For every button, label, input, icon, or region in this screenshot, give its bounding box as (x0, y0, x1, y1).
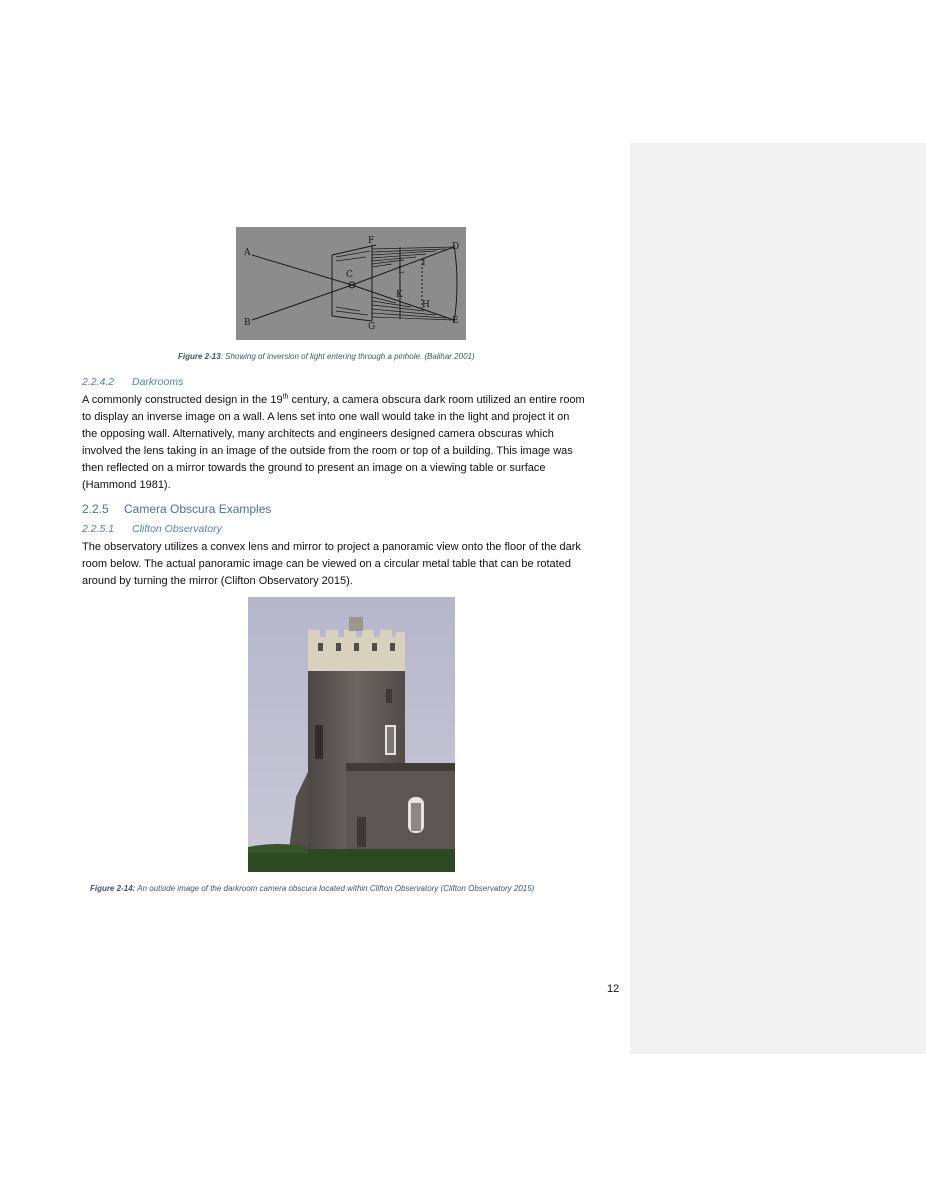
caption-text: An outside image of the darkroom camera obscura located within Clifton Observatory (Clifton Observatory 2015) (135, 884, 535, 893)
diagram-letter-i: I (422, 258, 426, 268)
diagram-letter-g: G (368, 322, 376, 332)
observatory-photo (248, 597, 455, 872)
diagram-letter-h: H (422, 300, 430, 310)
heading-number: 2.2.5.1 (82, 523, 115, 535)
heading-title: Clifton Observatory (132, 523, 222, 535)
comment-pane (630, 143, 926, 1054)
diagram-letter-f: F (368, 236, 375, 246)
paragraph-darkrooms (82, 392, 622, 494)
text-run: century, a camera obscura dark room utilized an entire room (288, 394, 585, 406)
diagram-letter-e: E (452, 316, 459, 326)
paragraph-line: involved the lens taking in an image of the outside from the room or top of a building. This image was (82, 445, 573, 457)
heading-clifton-observatory (82, 523, 222, 535)
diagram-letter-l: L (398, 266, 404, 276)
caption-label: Figure 2-13 (178, 352, 221, 361)
diagram-letter-c: C (346, 270, 353, 280)
heading-title: Darkrooms (132, 376, 184, 388)
pinhole-diagram (236, 227, 466, 340)
heading-title: Camera Obscura Examples (124, 502, 272, 516)
page-number: 12 (607, 983, 620, 995)
diagram-letter-k: K (396, 290, 403, 300)
heading-number: 2.2.4.2 (82, 376, 115, 388)
caption-label: Figure 2-14: (90, 884, 136, 893)
diagram-letter-a: A (244, 248, 251, 258)
paragraph-line: The observatory utilizes a convex lens and mirror to project a panoramic view onto the floor of the dark (82, 541, 581, 553)
caption-text: : Showing of inversion of light entering through a pinhole. (Balihar 2001) (220, 352, 475, 361)
figure-2-14-caption (90, 884, 534, 893)
paragraph-line (82, 392, 622, 409)
paragraph-line: room below. The actual panoramic image can be viewed on a circular metal table that can be rotated (82, 558, 571, 570)
superscript: th (282, 393, 289, 401)
heading-darkrooms (82, 376, 183, 388)
diagram-letter-b: B (244, 318, 251, 328)
paragraph-line: then reflected on a mirror towards the ground to present an image on a viewing table or surface (82, 462, 546, 474)
paragraph-line: the opposing wall. Alternatively, many architects and engineers designed camera obscuras which (82, 428, 554, 440)
text-run: A commonly constructed design in the 19 (82, 394, 283, 406)
diagram-letter-d: D (452, 242, 460, 252)
figure-2-13-caption (178, 352, 475, 361)
heading-camera-obscura-examples (82, 502, 271, 516)
paragraph-line: (Hammond 1981). (82, 479, 171, 491)
paragraph-clifton (82, 539, 622, 590)
heading-number: 2.2.5 (82, 502, 109, 516)
paragraph-line: to display an inverse image on a wall. A lens set into one wall would take in the light and project it on (82, 411, 570, 423)
paragraph-line: around by turning the mirror (Clifton Observatory 2015). (82, 575, 353, 587)
